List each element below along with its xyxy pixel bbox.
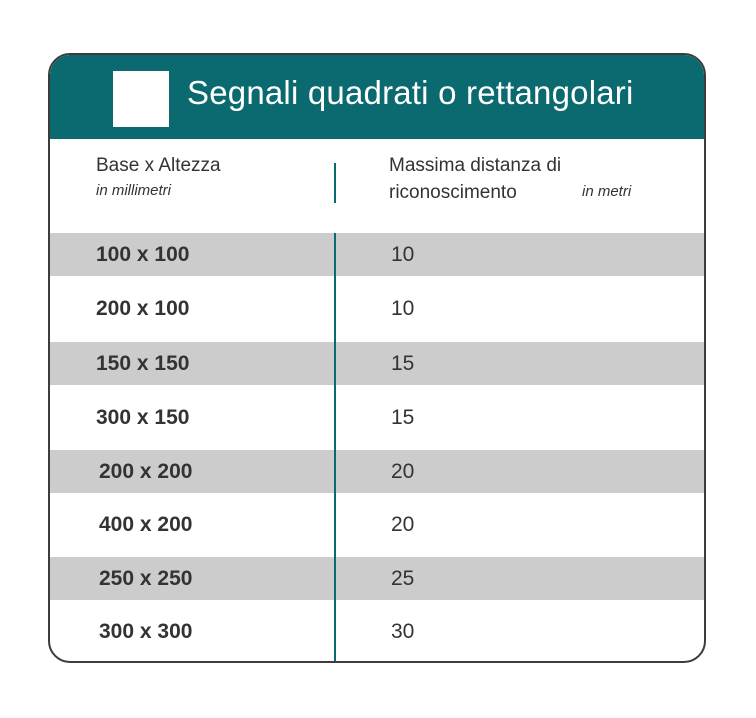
column-header-distance-line1: Massima distanza di xyxy=(389,155,562,176)
dimension-cell: 200 x 200 xyxy=(99,459,193,483)
square-sign-icon xyxy=(113,71,169,127)
table-header xyxy=(50,55,704,139)
distance-cell: 10 xyxy=(391,242,415,266)
dimension-cell: 200 x 100 xyxy=(96,297,190,320)
column-header-distance-line2: riconoscimento xyxy=(389,182,517,203)
signs-table-card xyxy=(48,53,706,663)
table-row xyxy=(50,276,704,342)
dimension-cell: 250 x 250 xyxy=(99,566,193,590)
column-header-distance-unit: in metri xyxy=(582,183,632,200)
table-row xyxy=(50,342,704,385)
table-title: Segnali quadrati o rettangolari xyxy=(187,74,634,111)
dimension-cell: 150 x 150 xyxy=(96,351,190,375)
table-row xyxy=(50,600,704,663)
table-row xyxy=(50,450,704,493)
dimension-cell: 400 x 200 xyxy=(99,513,193,536)
table-row xyxy=(50,557,704,600)
dimension-cell: 300 x 150 xyxy=(96,405,190,429)
table-row xyxy=(50,385,704,450)
table-row xyxy=(50,493,704,557)
table-row xyxy=(50,233,704,276)
column-headers xyxy=(50,139,704,233)
distance-cell: 30 xyxy=(391,619,415,643)
dimension-cell: 100 x 100 xyxy=(96,242,190,266)
distance-cell: 20 xyxy=(391,513,415,536)
column-divider xyxy=(334,233,336,661)
distance-cell: 15 xyxy=(391,351,415,375)
dimension-cell: 300 x 300 xyxy=(99,619,193,643)
distance-cell: 20 xyxy=(391,459,415,483)
column-header-dimension-unit: in millimetri xyxy=(96,182,171,199)
distance-cell: 15 xyxy=(391,405,415,429)
column-header-dimension: Base x Altezza xyxy=(96,155,221,176)
distance-cell: 10 xyxy=(391,297,415,320)
column-header-divider xyxy=(334,163,336,203)
distance-cell: 25 xyxy=(391,566,415,590)
